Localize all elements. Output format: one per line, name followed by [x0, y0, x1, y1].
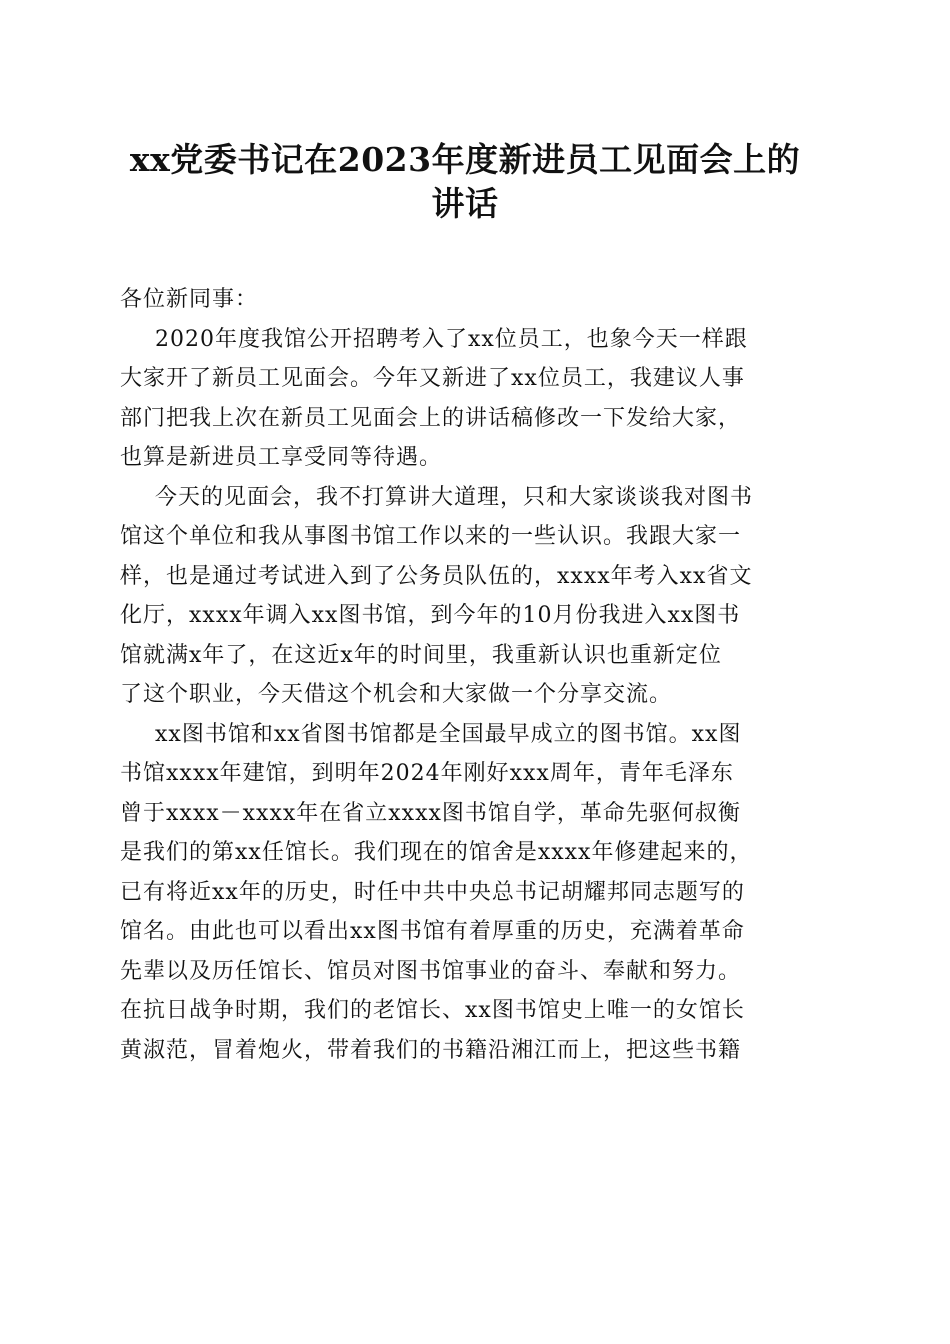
paragraph-line: 在抗日战争时期，我们的老馆长、xx图书馆史上唯一的女馆长: [120, 998, 745, 1023]
title-line-1: xx党委书记在2023年度新进员工见面会上的: [129, 140, 801, 179]
page-title: [110, 138, 820, 226]
paragraph-1: [120, 320, 832, 478]
paragraph-line: 2020年度我馆公开招聘考入了xx位员工，也象今天一样跟: [155, 326, 748, 352]
document-body: [120, 280, 832, 1070]
salutation: 各位新同事：: [120, 287, 259, 312]
paragraph-line: 馆名。由此也可以看出xx图书馆有着厚重的历史，充满着革命: [120, 919, 745, 944]
title-line-2: 讲话: [431, 184, 499, 223]
paragraph-line: 也算是新进员工享受同等待遇。: [120, 445, 443, 470]
paragraph-3: [120, 715, 832, 1071]
paragraph-line: 大家开了新员工见面会。今年又新进了xx位员工，我建议人事: [120, 366, 745, 391]
paragraph-line: 先辈以及历任馆长、馆员对图书馆事业的奋斗、奉献和努力。: [120, 958, 742, 984]
paragraph-line: 馆就满x年了，在这近x年的时间里，我重新认识也重新定位: [120, 642, 722, 668]
paragraph-line: 是我们的第xx任馆长。我们现在的馆舍是xxxx年修建起来的，: [120, 840, 753, 865]
paragraph-line: 了这个职业，今天借这个机会和大家做一个分享交流。: [120, 682, 673, 707]
paragraph-2: [120, 478, 832, 715]
paragraph-line: xx图书馆和xx省图书馆都是全国最早成立的图书馆。xx图: [155, 721, 742, 747]
paragraph-line: 已有将近xx年的历史，时任中共中央总书记胡耀邦同志题写的: [120, 879, 745, 905]
paragraph-line: 部门把我上次在新员工见面会上的讲话稿修改一下发给大家，: [120, 405, 742, 431]
paragraph-line: 书馆xxxx年建馆，到明年2024年刚好xxx周年，青年毛泽东: [120, 761, 734, 786]
paragraph-line: 化厅，xxxx年调入xx图书馆，到今年的10月份我进入xx图书: [120, 603, 741, 628]
paragraph-line: 样，也是通过考试进入到了公务员队伍的，xxxx年考入xx省文: [120, 563, 753, 589]
paragraph-line: 曾于xxxx－xxxx年在省立xxxx图书馆自学，革命先驱何叔衡: [120, 800, 741, 826]
paragraph-line: 今天的见面会，我不打算讲大道理，只和大家谈谈我对图书: [155, 484, 754, 510]
paragraph-line: 馆这个单位和我从事图书馆工作以来的一些认识。我跟大家一: [120, 524, 742, 549]
paragraph-line: 黄淑范，冒着炮火，带着我们的书籍沿湘江而上，把这些书籍: [120, 1037, 742, 1063]
